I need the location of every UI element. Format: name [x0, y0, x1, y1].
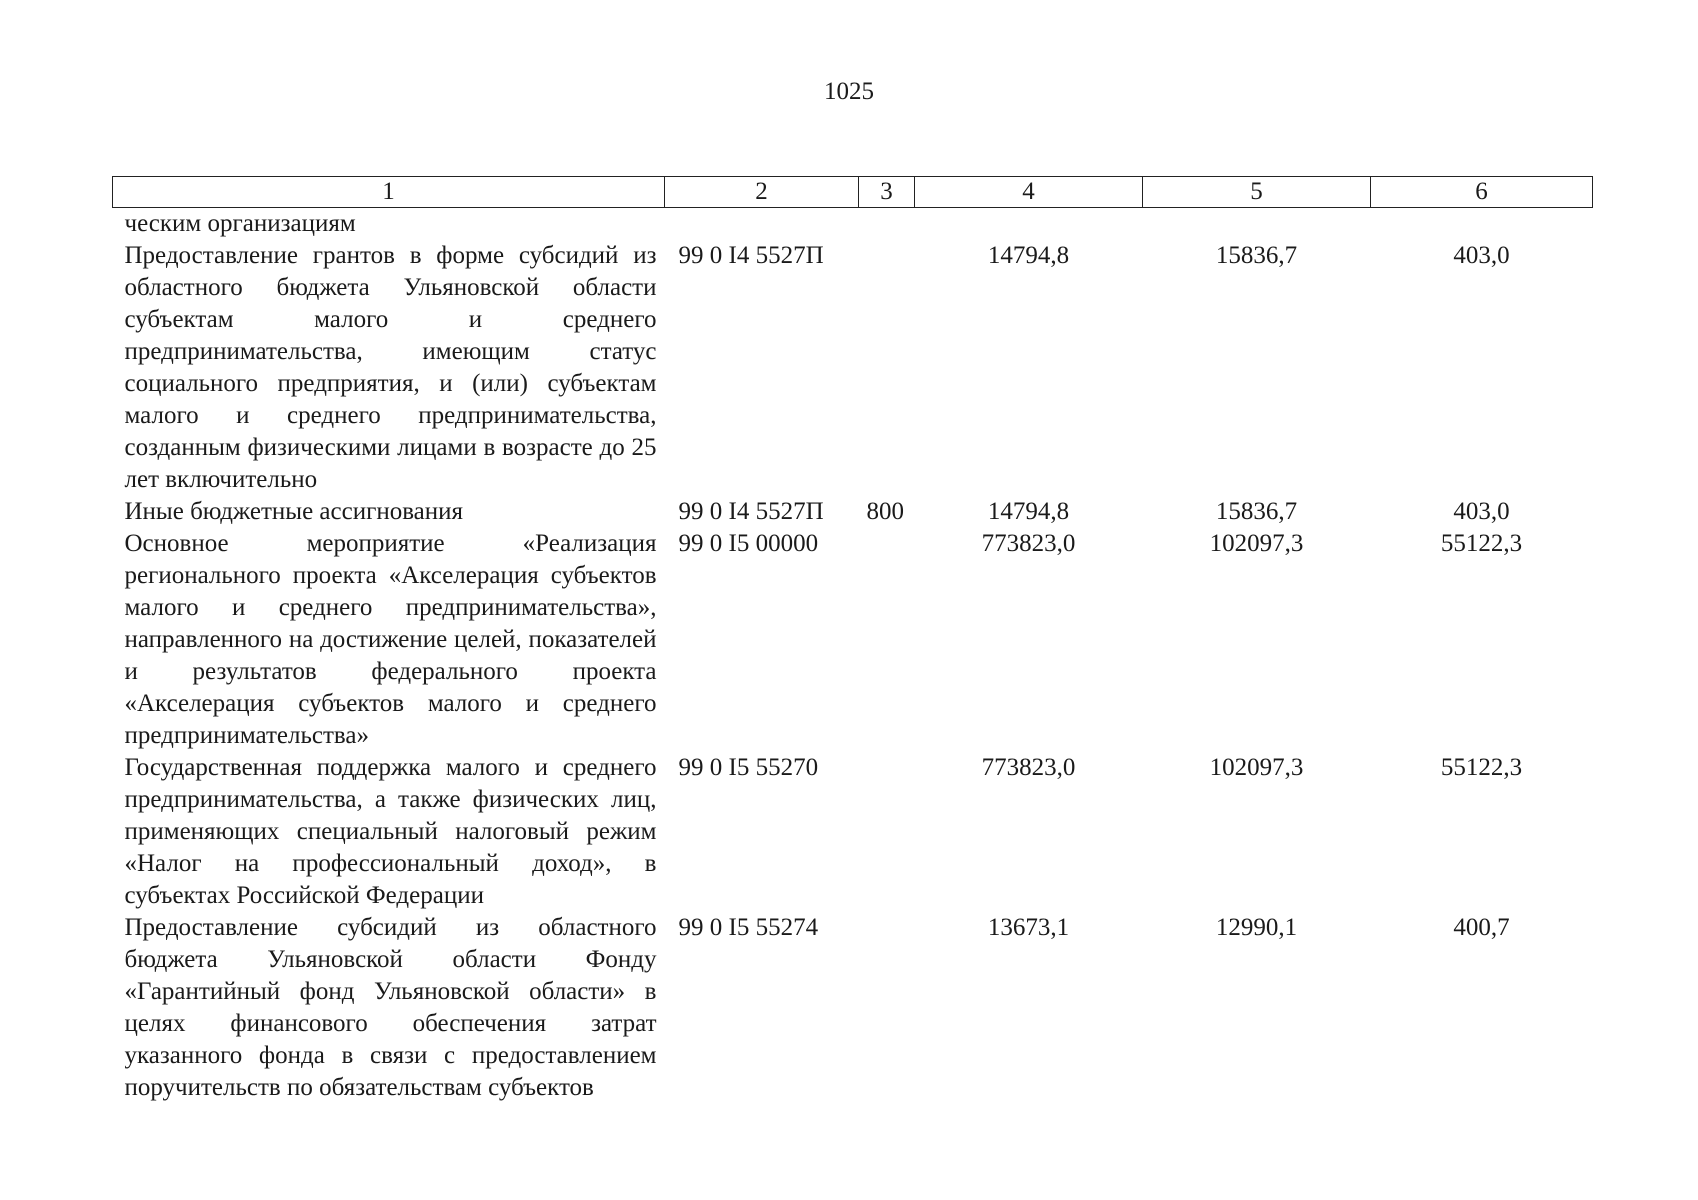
table-row [113, 496, 1593, 528]
row-value-6 [1371, 208, 1593, 241]
row-value-4: 14794,8 [987, 242, 1070, 269]
row-value-5 [1143, 208, 1371, 241]
row-value-5: 15836,7 [1215, 242, 1298, 269]
budget-table-container [112, 176, 1592, 1104]
table-header [113, 177, 1593, 208]
budget-table [112, 176, 1593, 1104]
row-expense-type [859, 240, 915, 496]
row-name: ческим организациям [124, 210, 356, 237]
page-number: 1025 [824, 78, 874, 105]
row-name: Предоставление грантов в форме субсидий из областного бюджета Ульяновской области субъектам малого и среднего предпринимательства, имеющим статус социального предприятия, и (или) субъектам малого и среднего предпринимательства, созданным физическими лицами в возрасте до 25 лет включительно [124, 242, 657, 493]
row-code: 99 0 I5 55274 [678, 914, 819, 941]
table-row [113, 208, 1593, 241]
row-code: 99 0 I5 00000 [678, 530, 819, 557]
table-row [113, 528, 1593, 752]
row-code [665, 208, 859, 241]
row-code: 99 0 I4 5527П [678, 498, 824, 525]
row-value-6: 55122,3 [1440, 530, 1523, 557]
row-value-5: 12990,1 [1215, 914, 1298, 941]
table-body [113, 208, 1593, 1105]
row-value-4: 14794,8 [987, 498, 1070, 525]
row-name: Государственная поддержка малого и среднего предпринимательства, а также физических лиц, применяющих специальный налоговый режим «Налог на профессиональный доход», в субъектах Российской Федерации [124, 754, 657, 909]
table-row [113, 752, 1593, 912]
header-col-2: 2 [665, 177, 859, 208]
row-name: Иные бюджетные ассигнования [124, 498, 464, 525]
row-value-4: 773823,0 [981, 754, 1076, 781]
row-value-6: 403,0 [1453, 498, 1510, 525]
header-col-5: 5 [1143, 177, 1371, 208]
header-col-4: 4 [915, 177, 1143, 208]
row-value-5: 15836,7 [1215, 498, 1298, 525]
table-row [113, 240, 1593, 496]
table-row [113, 912, 1593, 1104]
row-expense-type [859, 752, 915, 912]
row-expense-type [859, 912, 915, 1104]
header-col-6: 6 [1371, 177, 1593, 208]
row-expense-type [859, 528, 915, 752]
row-name: Предоставление субсидий из областного бюджета Ульяновской области Фонду «Гарантийный фонд Ульяновской области» в целях финансового обеспечения затрат указанного фонда в связи с предоставлением поручительств по обязательствам субъектов [124, 914, 657, 1101]
row-value-6: 55122,3 [1440, 754, 1523, 781]
row-code: 99 0 I5 55270 [678, 754, 819, 781]
row-value-5: 102097,3 [1209, 530, 1304, 557]
row-value-4 [915, 208, 1143, 241]
row-value-6: 403,0 [1453, 242, 1510, 269]
row-code: 99 0 I4 5527П [678, 242, 824, 269]
row-value-4: 773823,0 [981, 530, 1076, 557]
row-value-5: 102097,3 [1209, 754, 1304, 781]
header-row [113, 177, 1593, 208]
row-value-6: 400,7 [1453, 914, 1510, 941]
row-name: Основное мероприятие «Реализация регионального проекта «Акселерация субъектов малого и среднего предпринимательства», направленного на достижение целей, показателей и результатов федерального проекта «Акселерация субъектов малого и среднего предпринимательства» [124, 530, 657, 749]
header-col-1: 1 [113, 177, 665, 208]
row-expense-type: 800 [866, 498, 904, 525]
row-value-4: 13673,1 [987, 914, 1070, 941]
row-expense-type [859, 208, 915, 241]
header-col-3: 3 [859, 177, 915, 208]
